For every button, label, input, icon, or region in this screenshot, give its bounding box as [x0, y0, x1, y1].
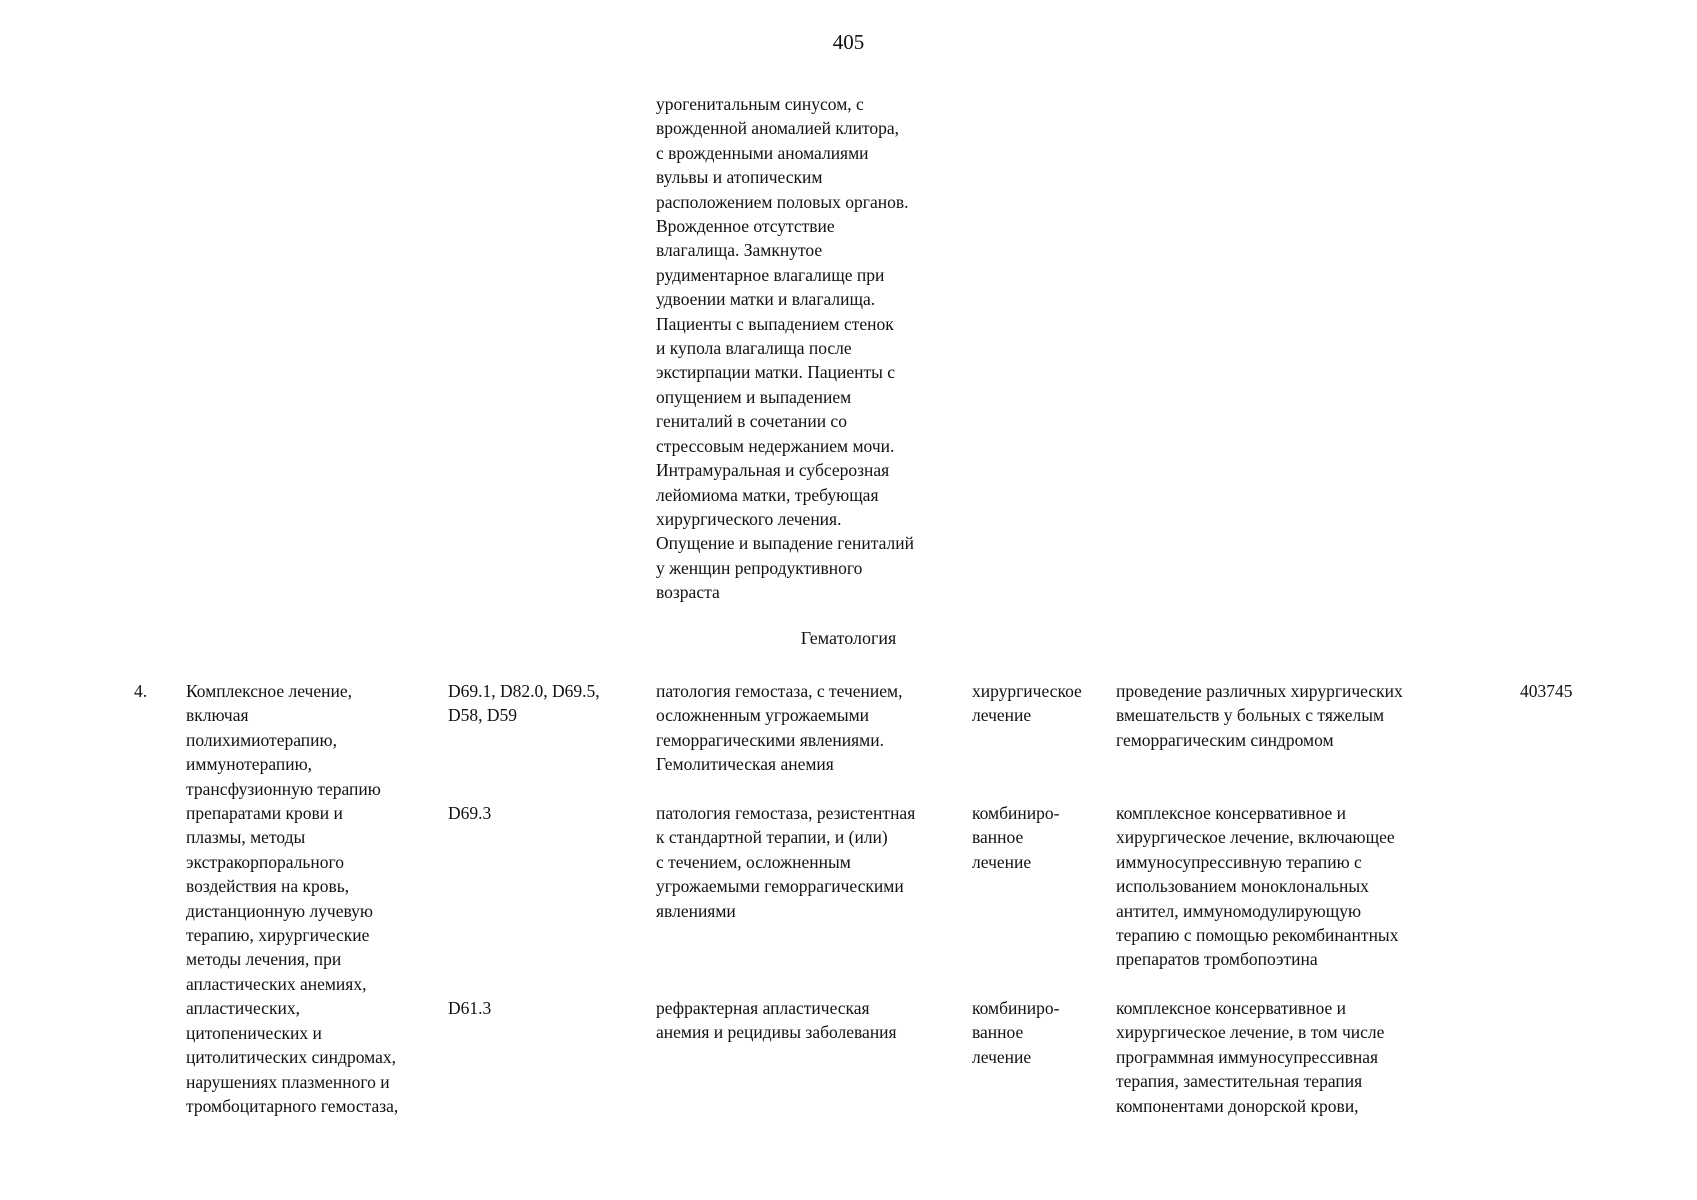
row-1-treatment-method: проведение различных хирургических вмешательств у больных с тяжелым геморрагическим синдромом [1116, 681, 1403, 750]
row-3-patient-model: рефрактерная апластическая анемия и рецидивы заболевания [656, 998, 897, 1043]
page-number: 405 [832, 30, 865, 54]
entry-treatment-name: Комплексное лечение, включая полихимиотерапию, иммунотерапию, трансфузионную терапию препаратами крови и плазмы, методы экстракорпорального воздействия на кровь, дистанционную лучевую терапию, хирургические методы лечения, при апластических анемиях, апластических, цитопенических и цитолитических синдромах, нарушениях плазменного и тромбоцитарного гемостаза, [186, 681, 399, 1116]
row-1-icd-codes: D69.1, D82.0, D69.5, D58, D59 [448, 681, 600, 726]
row-2-icd-codes: D69.3 [448, 803, 492, 823]
row-1-treatment-type: хирургическое лечение [972, 681, 1082, 726]
entry-cost: 403745 [1520, 681, 1573, 701]
row-1-patient-model: патология гемостаза, с течением, осложненным угрожаемыми геморрагическими явлениями. Гемолитическая анемия [656, 681, 903, 775]
continued-patient-model-text: урогенитальным синусом, с врожденной аномалией клитора, с врожденными аномалиями вульвы и атопическим расположением половых органов. Врожденное отсутствие влагалища. Замкнутое рудиментарное влагалище при удвоении матки и влагалища. Пациенты с выпадением стенок и купола влагалища после экстирпации матки. Пациенты с опущением и выпадением гениталий в сочетании со стрессовым недержанием мочи. Интрамуральная и субсерозная лейомиома матки, требующая хирургического лечения. Опущение и выпадение гениталий у женщин репродуктивного возраста [656, 94, 914, 603]
row-3-treatment-method: комплексное консервативное и хирургическое лечение, в том числе программная иммуносупрессивная терапия, заместительная терапия компонентами донорской крови, [1116, 998, 1385, 1116]
entry-number: 4. [134, 681, 148, 701]
row-2-treatment-type: комбиниро- ванное лечение [972, 803, 1060, 872]
row-3-treatment-type: комбиниро- ванное лечение [972, 998, 1060, 1067]
section-heading: Гематология [800, 628, 897, 648]
row-3-icd-codes: D61.3 [448, 998, 492, 1018]
row-2-treatment-method: комплексное консервативное и хирургическое лечение, включающее иммуносупрессивную терапию с использованием моноклональных антител, иммуномодулирующую терапию с помощью рекомбинантных препаратов тромбопоэтина [1116, 803, 1399, 970]
row-2-patient-model: патология гемостаза, резистентная к стандартной терапии, и (или) с течением, осложненным угрожаемыми геморрагическими явлениями [656, 803, 916, 921]
